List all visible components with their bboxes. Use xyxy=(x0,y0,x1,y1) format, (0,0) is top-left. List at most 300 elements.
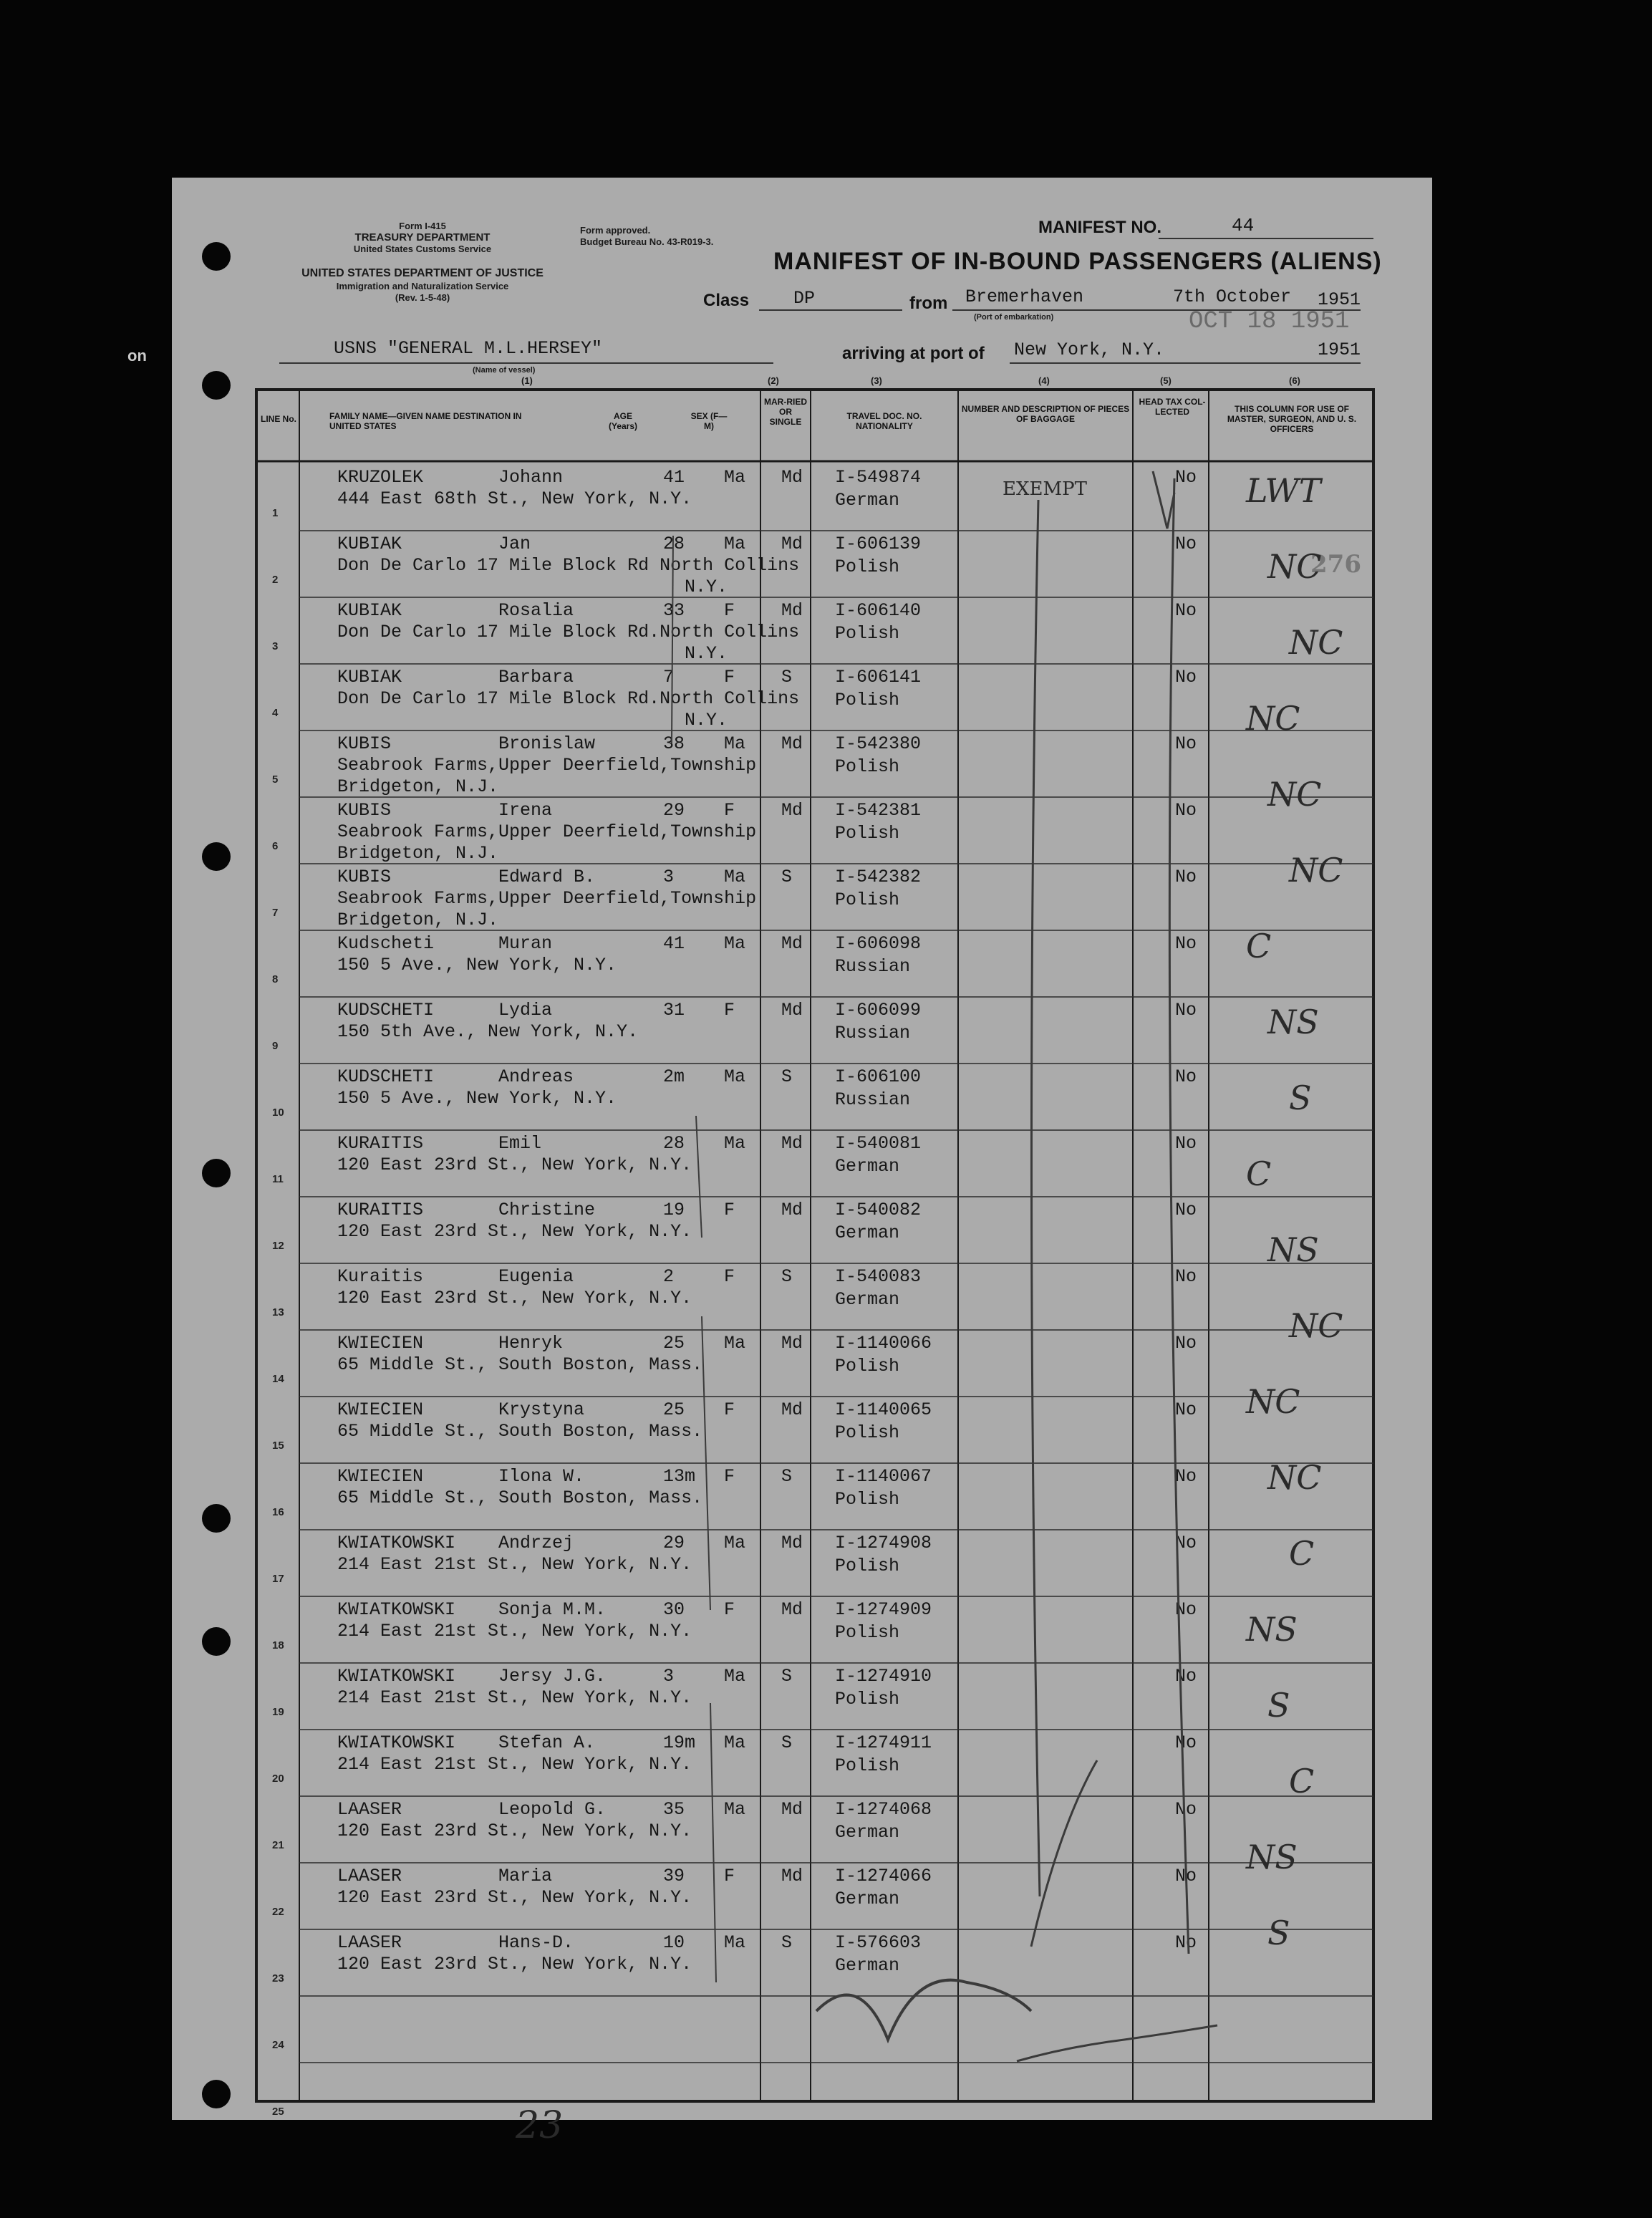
cell-addr3: Bridgeton, N.J. xyxy=(337,843,499,864)
cell-age: 33 xyxy=(663,600,685,621)
arriving-year: 1951 xyxy=(1318,339,1361,360)
cell-family: KWIECIEN xyxy=(337,1333,424,1354)
cell-sex: Ma xyxy=(724,1666,746,1687)
cell-sex: Ma xyxy=(724,1333,746,1354)
cell-nat: German xyxy=(835,1955,900,1976)
headtax-check-mark xyxy=(1153,471,1174,529)
officer-mark: NS xyxy=(1267,1003,1319,1041)
cell-tax: No xyxy=(1175,667,1197,688)
officer-mark: NC xyxy=(1246,699,1300,738)
cell-family: LAASER xyxy=(337,1866,402,1886)
cell-addr1: Seabrook Farms,Upper Deerfield,Township xyxy=(337,821,757,842)
cell-family: KWIECIEN xyxy=(337,1399,424,1420)
cell-given: Lydia xyxy=(498,1000,553,1021)
cell-doc: I-542381 xyxy=(835,800,922,821)
cell-family: KUBIAK xyxy=(337,600,402,621)
vessel-caption: (Name of vessel) xyxy=(473,366,536,375)
row-line-number: 21 xyxy=(272,1839,284,1851)
on-label: on xyxy=(127,347,147,365)
row-line-number: 14 xyxy=(272,1373,284,1385)
cell-ms: Md xyxy=(781,800,803,821)
cell-sex: Ma xyxy=(724,933,746,954)
cell-age: 7 xyxy=(663,667,675,688)
cell-nat: Russian xyxy=(835,1023,911,1043)
cell-tax: No xyxy=(1175,1399,1197,1420)
row-line-number: 18 xyxy=(272,1639,284,1652)
col-num-3: (3) xyxy=(871,375,882,386)
cell-given: Emil xyxy=(498,1133,542,1154)
cell-sex: Ma xyxy=(724,1932,746,1953)
cell-given: Johann xyxy=(498,467,564,488)
cell-doc: I-606100 xyxy=(835,1066,922,1087)
cell-sex: Ma xyxy=(724,1533,746,1553)
cell-doc: I-1140067 xyxy=(835,1466,932,1487)
cell-family: Kuraitis xyxy=(337,1266,424,1287)
officer-mark: NC xyxy=(1289,1306,1343,1345)
cell-doc: I-606140 xyxy=(835,600,922,621)
cell-age: 30 xyxy=(663,1599,685,1620)
cell-doc: I-1140065 xyxy=(835,1399,932,1420)
cell-addr1: 120 East 23rd St., New York, N.Y. xyxy=(337,1154,692,1175)
cell-doc: I-606141 xyxy=(835,667,922,688)
cell-sex: F xyxy=(724,800,735,821)
row-line-number: 3 xyxy=(272,640,279,652)
cell-nat: Polish xyxy=(835,556,900,577)
cell-tax: No xyxy=(1175,1599,1197,1620)
officer-mark: NS xyxy=(1246,1610,1298,1649)
row-line-number: 11 xyxy=(272,1173,284,1185)
bottom-number: 23 xyxy=(516,2104,564,2147)
cell-ms: Md xyxy=(781,1333,803,1354)
cell-given: Jan xyxy=(498,534,531,554)
cell-nat: Polish xyxy=(835,1622,900,1643)
arriving-label: arriving at port of xyxy=(842,344,985,363)
cell-doc: I-606098 xyxy=(835,933,922,954)
officer-mark: S xyxy=(1267,1686,1290,1725)
cell-ms: S xyxy=(781,1666,793,1687)
cell-addr1: Don De Carlo 17 Mile Block Rd.North Collins xyxy=(337,688,800,709)
row-line-number: 6 xyxy=(272,840,279,852)
cell-addr1: 65 Middle St., South Boston, Mass. xyxy=(337,1421,703,1442)
cell-doc: I-540083 xyxy=(835,1266,922,1287)
cell-given: Hans-D. xyxy=(498,1932,574,1953)
binder-hole xyxy=(202,371,231,400)
cell-family: KUBIS xyxy=(337,867,392,887)
cell-nat: Polish xyxy=(835,889,900,910)
cell-ms: S xyxy=(781,1466,793,1487)
cell-age: 13m xyxy=(663,1466,696,1487)
exempt-note: EXEMPT xyxy=(1003,478,1087,500)
cell-tax: No xyxy=(1175,867,1197,887)
manifest-label: MANIFEST NO. xyxy=(1038,218,1161,237)
cell-sex: Ma xyxy=(724,1799,746,1820)
row-line-number: 8 xyxy=(272,973,279,985)
col-married-header: MAR-RIED OR SINGLE xyxy=(764,397,807,427)
row-line-number: 1 xyxy=(272,507,279,519)
cell-sex: Ma xyxy=(724,867,746,887)
cell-sex: Ma xyxy=(724,534,746,554)
cell-age: 3 xyxy=(663,1666,675,1687)
cell-family: KURAITIS xyxy=(337,1200,424,1220)
cell-given: Stefan A. xyxy=(498,1732,596,1753)
col-line-header: LINE No. xyxy=(261,414,296,424)
cell-ms: S xyxy=(781,667,793,688)
cell-family: KUBIAK xyxy=(337,667,402,688)
form-number: Form I-415 xyxy=(399,221,446,231)
row-line-number: 19 xyxy=(272,1706,284,1718)
cell-doc: I-1274911 xyxy=(835,1732,932,1753)
class-label: Class xyxy=(703,291,750,310)
year-value: 1951 xyxy=(1318,289,1361,310)
manifest-sheet xyxy=(127,178,1432,2147)
cell-sex: F xyxy=(724,1466,735,1487)
cell-sex: Ma xyxy=(724,1732,746,1753)
cell-nat: Polish xyxy=(835,756,900,777)
col-name-header: FAMILY NAME—GIVEN NAME DESTINATION IN UNITED STATES xyxy=(329,411,522,431)
cell-addr3: Bridgeton, N.J. xyxy=(337,776,499,797)
cell-tax: No xyxy=(1175,1066,1197,1087)
vessel-name: USNS "GENERAL M.L.HERSEY" xyxy=(334,338,603,359)
cell-nat: German xyxy=(835,1889,900,1909)
treasury-dept: TREASURY DEPARTMENT xyxy=(354,231,491,244)
cell-tax: No xyxy=(1175,1266,1197,1287)
cell-age: 25 xyxy=(663,1333,685,1354)
cell-tax: No xyxy=(1175,1932,1197,1953)
cell-doc: I-542382 xyxy=(835,867,922,887)
cell-sex: F xyxy=(724,1866,735,1886)
cell-age: 28 xyxy=(663,1133,685,1154)
cell-given: Maria xyxy=(498,1866,553,1886)
cell-ms: S xyxy=(781,867,793,887)
cell-age: 38 xyxy=(663,733,685,754)
cell-age: 2m xyxy=(663,1066,685,1087)
cell-family: KUDSCHETI xyxy=(337,1066,435,1087)
stamp-number: 276 xyxy=(1310,550,1361,579)
cell-tax: No xyxy=(1175,933,1197,954)
binder-hole xyxy=(202,242,231,271)
cell-addr1: 120 East 23rd St., New York, N.Y. xyxy=(337,1954,692,1974)
cell-sex: F xyxy=(724,1599,735,1620)
cell-nat: German xyxy=(835,1822,900,1843)
row-line-number: 23 xyxy=(272,1972,284,1985)
pen-strokes xyxy=(172,178,1432,2120)
cell-ms: Md xyxy=(781,1399,803,1420)
cell-tax: No xyxy=(1175,534,1197,554)
cell-given: Edward B. xyxy=(498,867,596,887)
cell-family: KWIATKOWSKI xyxy=(337,1533,456,1553)
row-line-number: 7 xyxy=(272,907,279,919)
cell-family: KUBIAK xyxy=(337,534,402,554)
cell-addr1: 65 Middle St., South Boston, Mass. xyxy=(337,1487,703,1508)
binder-hole xyxy=(202,1504,231,1533)
cell-sex: F xyxy=(724,1399,735,1420)
cell-given: Jersy J.G. xyxy=(498,1666,607,1687)
cell-family: KWIATKOWSKI xyxy=(337,1732,456,1753)
row-line-number: 13 xyxy=(272,1306,284,1318)
cell-ms: S xyxy=(781,1266,793,1287)
inspector-signature xyxy=(816,1980,1031,2040)
officer-mark: S xyxy=(1267,1914,1290,1952)
cell-nat: German xyxy=(835,1223,900,1243)
cell-addr1: 150 5 Ave., New York, N.Y. xyxy=(337,1088,617,1109)
cell-family: KUBIS xyxy=(337,800,392,821)
cell-addr1: 444 East 68th St., New York, N.Y. xyxy=(337,488,692,509)
port-embark-caption: (Port of embarkation) xyxy=(974,313,1054,322)
manifest-number: 44 xyxy=(1232,215,1255,236)
cell-ms: Md xyxy=(781,733,803,754)
budget-bureau: Budget Bureau No. 43-R019-3. xyxy=(580,236,714,247)
cell-age: 41 xyxy=(663,467,685,488)
cell-doc: I-542380 xyxy=(835,733,922,754)
cell-nat: Russian xyxy=(835,956,911,977)
form-rev: (Rev. 1-5-48) xyxy=(395,292,450,303)
cell-addr1: 120 East 23rd St., New York, N.Y. xyxy=(337,1288,692,1308)
cell-addr1: Seabrook Farms,Upper Deerfield,Township xyxy=(337,755,757,776)
cell-ms: Md xyxy=(781,933,803,954)
cell-sex: Ma xyxy=(724,733,746,754)
cell-age: 41 xyxy=(663,933,685,954)
binder-hole xyxy=(202,1159,231,1187)
cell-ms: Md xyxy=(781,1200,803,1220)
binder-hole xyxy=(202,1627,231,1656)
row-line-number: 24 xyxy=(272,2039,284,2051)
cell-ms: Md xyxy=(781,467,803,488)
cell-age: 10 xyxy=(663,1932,685,1953)
cell-ms: S xyxy=(781,1732,793,1753)
row-line-number: 4 xyxy=(272,707,279,719)
cell-tax: No xyxy=(1175,1200,1197,1220)
cell-addr1: 214 East 21st St., New York, N.Y. xyxy=(337,1754,692,1775)
cell-doc: I-1274066 xyxy=(835,1866,932,1886)
officer-mark: NC xyxy=(1267,775,1322,814)
cell-doc: I-606139 xyxy=(835,534,922,554)
cell-addr1: 65 Middle St., South Boston, Mass. xyxy=(337,1354,703,1375)
justice-dept: UNITED STATES DEPARTMENT OF JUSTICE xyxy=(301,267,544,279)
cell-nat: German xyxy=(835,1289,900,1310)
cell-family: KWIECIEN xyxy=(337,1466,424,1487)
cell-nat: Polish xyxy=(835,623,900,644)
officer-mark: C xyxy=(1289,1762,1315,1800)
cell-tax: No xyxy=(1175,1533,1197,1553)
cell-nat: Polish xyxy=(835,1689,900,1710)
col-num-4: (4) xyxy=(1038,375,1050,386)
officer-mark: NS xyxy=(1246,1838,1298,1876)
cell-family: KURAITIS xyxy=(337,1133,424,1154)
cell-tax: No xyxy=(1175,1333,1197,1354)
cell-given: Christine xyxy=(498,1200,596,1220)
cell-nat: German xyxy=(835,1156,900,1177)
cell-nat: Polish xyxy=(835,823,900,844)
col-age-header: AGE (Years) xyxy=(608,411,638,431)
cell-age: 25 xyxy=(663,1399,685,1420)
cell-family: KUBIS xyxy=(337,733,392,754)
cell-given: Bronislaw xyxy=(498,733,596,754)
col-sex-header: SEX (F—M) xyxy=(690,411,728,431)
cell-ms: Md xyxy=(781,1000,803,1021)
cell-ms: Md xyxy=(781,600,803,621)
from-value: Bremerhaven xyxy=(965,286,1084,307)
cell-addr1: 120 East 23rd St., New York, N.Y. xyxy=(337,1221,692,1242)
col-officers-header: THIS COLUMN FOR USE OF MASTER, SURGEON, AND U. S. OFFICERS xyxy=(1227,404,1357,434)
cell-addr1: Seabrook Farms,Upper Deerfield,Township xyxy=(337,888,757,909)
officer-mark: NC xyxy=(1289,851,1343,889)
cell-given: Rosalia xyxy=(498,600,574,621)
cell-family: KRUZOLEK xyxy=(337,467,424,488)
officer-mark: NC xyxy=(1267,547,1322,586)
cell-ms: Md xyxy=(781,1599,803,1620)
cell-ms: Md xyxy=(781,1133,803,1154)
cell-tax: No xyxy=(1175,1799,1197,1820)
officer-mark: LWT xyxy=(1246,471,1321,510)
cell-given: Eugenia xyxy=(498,1266,574,1287)
col-travel-header: TRAVEL DOC. NO. NATIONALITY xyxy=(846,411,922,431)
cell-doc: I-1140066 xyxy=(835,1333,932,1354)
cell-given: Krystyna xyxy=(498,1399,585,1420)
cell-nat: Polish xyxy=(835,1356,900,1376)
cell-age: 19m xyxy=(663,1732,696,1753)
cell-age: 29 xyxy=(663,800,685,821)
cell-tax: No xyxy=(1175,600,1197,621)
cell-family: Kudscheti xyxy=(337,933,435,954)
cell-given: Muran xyxy=(498,933,553,954)
row-line-number: 5 xyxy=(272,773,279,786)
row-line-number: 25 xyxy=(272,2106,284,2118)
binder-hole xyxy=(202,842,231,871)
baggage-diagonal-stroke xyxy=(1031,1760,1097,1947)
customs-service: United States Customs Service xyxy=(353,244,492,254)
col-num-6: (6) xyxy=(1289,375,1300,386)
cell-given: Barbara xyxy=(498,667,574,688)
cell-tax: No xyxy=(1175,1666,1197,1687)
cell-addr1: 214 East 21st St., New York, N.Y. xyxy=(337,1554,692,1575)
cell-addr1: 214 East 21st St., New York, N.Y. xyxy=(337,1621,692,1641)
cell-tax: No xyxy=(1175,467,1197,488)
arriving-port: New York, N.Y. xyxy=(1014,339,1165,360)
cell-doc: I-549874 xyxy=(835,467,922,488)
date-value: 7th October xyxy=(1173,286,1292,307)
cell-addr1: Don De Carlo 17 Mile Block Rd.North Collins xyxy=(337,622,800,642)
cell-given: Irena xyxy=(498,800,553,821)
officer-mark: S xyxy=(1289,1079,1312,1117)
cell-addr1: 120 East 23rd St., New York, N.Y. xyxy=(337,1821,692,1841)
cell-nat: Polish xyxy=(835,1755,900,1776)
cell-doc: I-540081 xyxy=(835,1133,922,1154)
officer-mark: NC xyxy=(1246,1382,1300,1421)
cell-addr2: N.Y. xyxy=(685,710,728,731)
row-line-number: 22 xyxy=(272,1906,284,1918)
cell-addr1: 150 5 Ave., New York, N.Y. xyxy=(337,955,617,975)
cell-doc: I-1274068 xyxy=(835,1799,932,1820)
cell-nat: Polish xyxy=(835,1489,900,1510)
cell-sex: F xyxy=(724,1266,735,1287)
cell-addr3: Bridgeton, N.J. xyxy=(337,910,499,930)
cell-tax: No xyxy=(1175,1133,1197,1154)
col-num-1: (1) xyxy=(521,375,533,386)
cell-addr1: Don De Carlo 17 Mile Block Rd North Collins xyxy=(337,555,800,576)
officer-mark: C xyxy=(1289,1534,1315,1573)
cell-given: Andreas xyxy=(498,1066,574,1087)
cell-ms: Md xyxy=(781,1533,803,1553)
officer-mark: NC xyxy=(1267,1458,1322,1497)
cell-family: KWIATKOWSKI xyxy=(337,1666,456,1687)
cell-given: Andrzej xyxy=(498,1533,574,1553)
cell-ms: Md xyxy=(781,534,803,554)
cell-doc: I-606099 xyxy=(835,1000,922,1021)
col-num-5: (5) xyxy=(1160,375,1172,386)
officer-mark: C xyxy=(1246,927,1272,965)
cell-tax: No xyxy=(1175,1000,1197,1021)
cell-age: 28 xyxy=(663,534,685,554)
cell-age: 31 xyxy=(663,1000,685,1021)
cell-nat: Russian xyxy=(835,1089,911,1110)
cell-nat: German xyxy=(835,490,900,511)
manifest-title: MANIFEST OF IN-BOUND PASSENGERS (ALIENS) xyxy=(773,248,1382,275)
col-num-2: (2) xyxy=(768,375,779,386)
cell-sex: F xyxy=(724,600,735,621)
date-stamp: OCT 18 1951 xyxy=(1189,308,1350,335)
row-line-number: 15 xyxy=(272,1440,284,1452)
cell-sex: F xyxy=(724,1200,735,1220)
col-headtax-header: HEAD TAX COL-LECTED xyxy=(1139,397,1206,417)
cell-doc: I-576603 xyxy=(835,1932,922,1953)
cell-sex: Ma xyxy=(724,1066,746,1087)
cell-ms: S xyxy=(781,1066,793,1087)
cell-age: 39 xyxy=(663,1866,685,1886)
cell-tax: No xyxy=(1175,1866,1197,1886)
col-baggage-header: NUMBER AND DESCRIPTION OF PIECES OF BAGGAGE xyxy=(961,404,1130,424)
cell-age: 35 xyxy=(663,1799,685,1820)
cell-nat: Polish xyxy=(835,1556,900,1576)
cell-addr1: 214 East 21st St., New York, N.Y. xyxy=(337,1687,692,1708)
cell-doc: I-1274908 xyxy=(835,1533,932,1553)
headtax-vertical-stroke xyxy=(1169,478,1189,1954)
cell-age: 3 xyxy=(663,867,675,887)
baggage-vertical-stroke xyxy=(1031,500,1040,1896)
cell-tax: No xyxy=(1175,1732,1197,1753)
cell-age: 29 xyxy=(663,1533,685,1553)
cell-age: 19 xyxy=(663,1200,685,1220)
cell-nat: Polish xyxy=(835,690,900,710)
cell-ms: Md xyxy=(781,1799,803,1820)
cell-given: Henryk xyxy=(498,1333,564,1354)
row-line-number: 16 xyxy=(272,1506,284,1518)
row-line-number: 9 xyxy=(272,1040,279,1052)
cell-sex: F xyxy=(724,1000,735,1021)
cell-tax: No xyxy=(1175,733,1197,754)
cell-given: Ilona W. xyxy=(498,1466,585,1487)
cell-family: KWIATKOWSKI xyxy=(337,1599,456,1620)
cell-given: Leopold G. xyxy=(498,1799,607,1820)
cell-tax: No xyxy=(1175,1466,1197,1487)
cell-addr2: N.Y. xyxy=(685,577,728,597)
cell-ms: Md xyxy=(781,1866,803,1886)
officer-mark: NS xyxy=(1267,1230,1319,1269)
cell-doc: I-1274909 xyxy=(835,1599,932,1620)
cell-addr1: 120 East 23rd St., New York, N.Y. xyxy=(337,1887,692,1908)
row-line-number: 12 xyxy=(272,1240,284,1252)
cell-family: LAASER xyxy=(337,1932,402,1953)
cell-given: Sonja M.M. xyxy=(498,1599,607,1620)
cell-doc: I-540082 xyxy=(835,1200,922,1220)
cell-nat: Polish xyxy=(835,1422,900,1443)
cell-sex: Ma xyxy=(724,467,746,488)
officer-mark: NC xyxy=(1289,623,1343,662)
binder-hole xyxy=(202,2080,231,2108)
cell-tax: No xyxy=(1175,800,1197,821)
cell-family: LAASER xyxy=(337,1799,402,1820)
row-line-number: 10 xyxy=(272,1106,284,1119)
cell-addr1: 150 5th Ave., New York, N.Y. xyxy=(337,1021,639,1042)
